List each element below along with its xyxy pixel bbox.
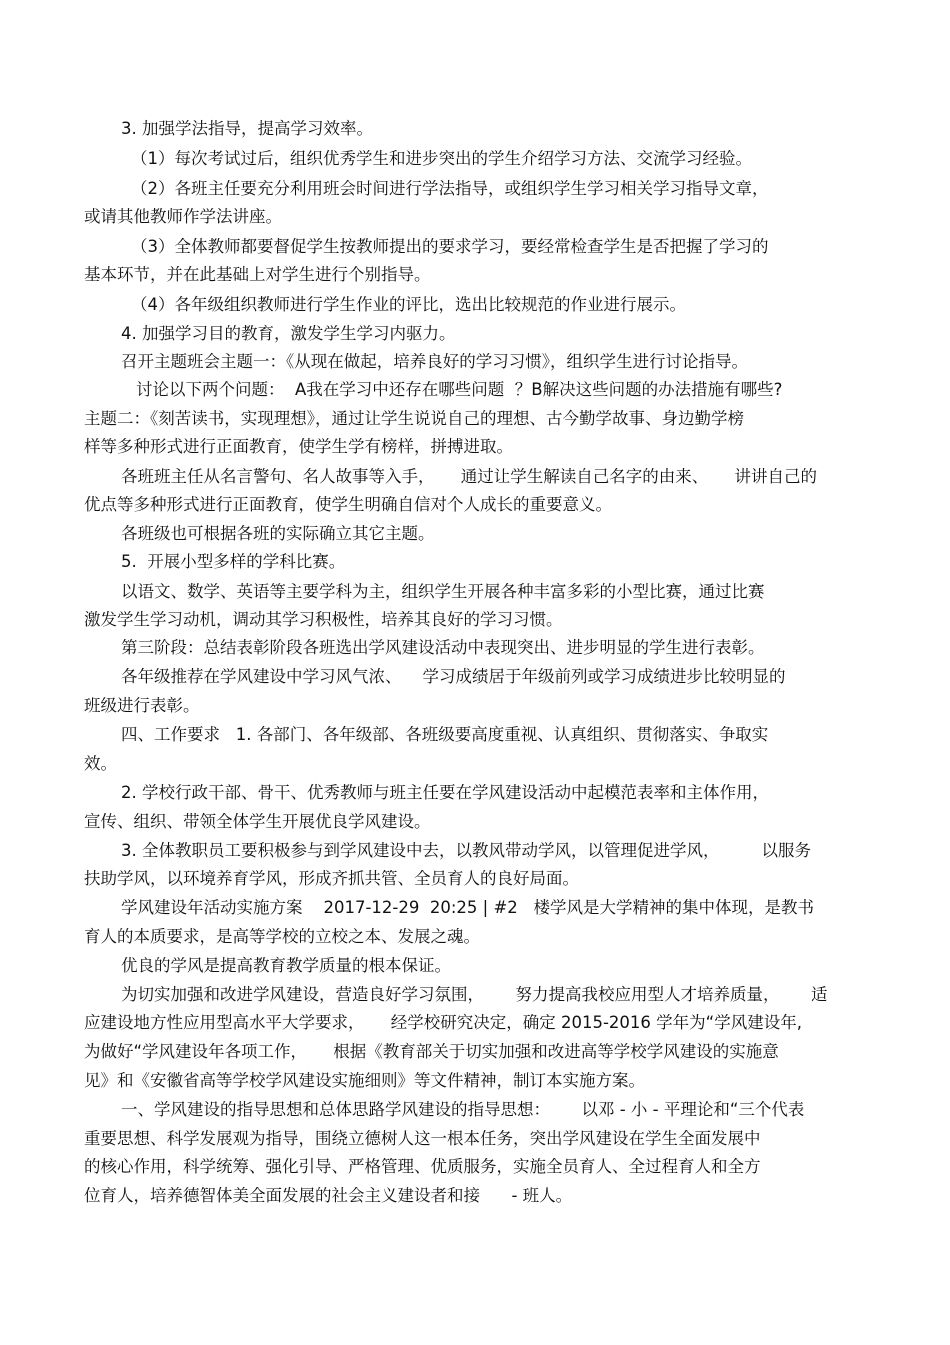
text-line: 基本环节，并在此基础上对学生进行个别指导。 bbox=[84, 265, 431, 284]
text-line: 宣传、组织、带领全体学生开展优良学风建设。 bbox=[84, 812, 431, 831]
text-line: 为做好“学风建设年各项工作， 根据《教育部关于切实加强和改进高等学校学风建设的实施意 bbox=[84, 1042, 779, 1061]
text-line: 第三阶段：总结表彰阶段各班选出学风建设活动中表现突出、进步明显的学生进行表彰。 bbox=[121, 638, 765, 657]
text-line: 见》和《安徽省高等学校学风建设实施细则》等文件精神，制订本实施方案。 bbox=[84, 1071, 645, 1090]
text-line: 优良的学风是提高教育教学质量的根本保证。 bbox=[121, 956, 451, 975]
text-line: 班级进行表彰。 bbox=[84, 696, 200, 715]
text-line: 四、工作要求 1. 各部门、各年级部、各班级要高度重视、认真组织、贯彻落实、争取实 bbox=[121, 725, 769, 744]
text-line: 4. 加强学习目的教育，激发学生学习内驱力。 bbox=[121, 324, 456, 343]
text-line: 讨论以下两个问题： A我在学习中还存在哪些问题 ？B解决这些问题的办法措施有哪些? bbox=[136, 380, 783, 399]
text-line: 样等多种形式进行正面教育，使学生学有榜样，拼搏进取。 bbox=[84, 437, 513, 456]
text-line: 3. 加强学法指导，提高学习效率。 bbox=[121, 119, 373, 138]
text-line: 应建设地方性应用型高水平大学要求， 经学校研究决定，确定 2015-2016 学年为“学风建设年, bbox=[84, 1013, 802, 1032]
text-line: 或请其他教师作学法讲座。 bbox=[84, 207, 282, 226]
text-line: （3）全体教师都要督促学生按教师提出的要求学习，要经常检查学生是否把握了学习的 bbox=[131, 237, 769, 256]
text-line: 育人的本质要求，是高等学校的立校之本、发展之魂。 bbox=[84, 927, 480, 946]
text-line: 的核心作用，科学统筹、强化引导、严格管理、优质服务，实施全员育人、全过程育人和全方 bbox=[84, 1157, 761, 1176]
text-line: 为切实加强和改进学风建设，营造良好学习氛围， 努力提高我校应用型人才培养质量， 适 bbox=[121, 985, 828, 1004]
text-line: （1）每次考试过后，组织优秀学生和进步突出的学生介绍学习方法、交流学习经验。 bbox=[131, 149, 752, 168]
text-line: （4）各年级组织教师进行学生作业的评比，选出比较规范的作业进行展示。 bbox=[131, 295, 686, 314]
text-line: 各年级推荐在学风建设中学习风气浓、 学习成绩居于年级前列或学习成绩进步比较明显的 bbox=[121, 667, 786, 686]
text-line: 各班班主任从名言警句、名人故事等入手， 通过让学生解读自己名字的由来、 讲讲自己的 bbox=[121, 467, 817, 486]
text-line: 以语文、数学、英语等主要学科为主，组织学生开展各种丰富多彩的小型比赛，通过比赛 bbox=[121, 582, 765, 601]
text-line: 位育人，培养德智体美全面发展的社会主义建设者和接 - 班人。 bbox=[84, 1186, 573, 1205]
text-line: 各班级也可根据各班的实际确立其它主题。 bbox=[121, 524, 435, 543]
text-line: 学风建设年活动实施方案 2017-12-29 20:25 | #2 楼学风是大学精神的集中体现，是教书 bbox=[121, 898, 815, 917]
text-line: 优点等多种形式进行正面教育，使学生明确自信对个人成长的重要意义。 bbox=[84, 495, 612, 514]
text-line: 一、学风建设的指导思想和总体思路学风建设的指导思想： 以邓 - 小 - 平理论和“三个代表 bbox=[121, 1100, 805, 1119]
text-line: 5. 开展小型多样的学科比赛。 bbox=[121, 552, 346, 571]
text-line: 3. 全体教职员工要积极参与到学风建设中去，以教风带动学风，以管理促进学风， 以服务 bbox=[121, 841, 811, 860]
text-line: （2）各班主任要充分利用班会时间进行学法指导，或组织学生学习相关学习指导文章， bbox=[131, 179, 769, 198]
text-line: 主题二：《刻苦读书，实现理想》，通过让学生说说自己的理想、古今勤学故事、身边勤学榜 bbox=[84, 409, 744, 428]
text-line: 2. 学校行政干部、骨干、优秀教师与班主任要在学风建设活动中起模范表率和主体作用， bbox=[121, 783, 769, 802]
text-line: 激发学生学习动机，调动其学习积极性，培养其良好的学习习惯。 bbox=[84, 610, 563, 629]
text-line: 召开主题班会主题一：《从现在做起，培养良好的学习习惯》，组织学生进行讨论指导。 bbox=[121, 352, 748, 371]
text-line: 效。 bbox=[84, 754, 117, 773]
text-line: 重要思想、科学发展观为指导，围绕立德树人这一根本任务，突出学风建设在学生全面发展中 bbox=[84, 1129, 761, 1148]
text-line: 扶助学风，以环境养育学风，形成齐抓共管、全员育人的良好局面。 bbox=[84, 869, 579, 888]
